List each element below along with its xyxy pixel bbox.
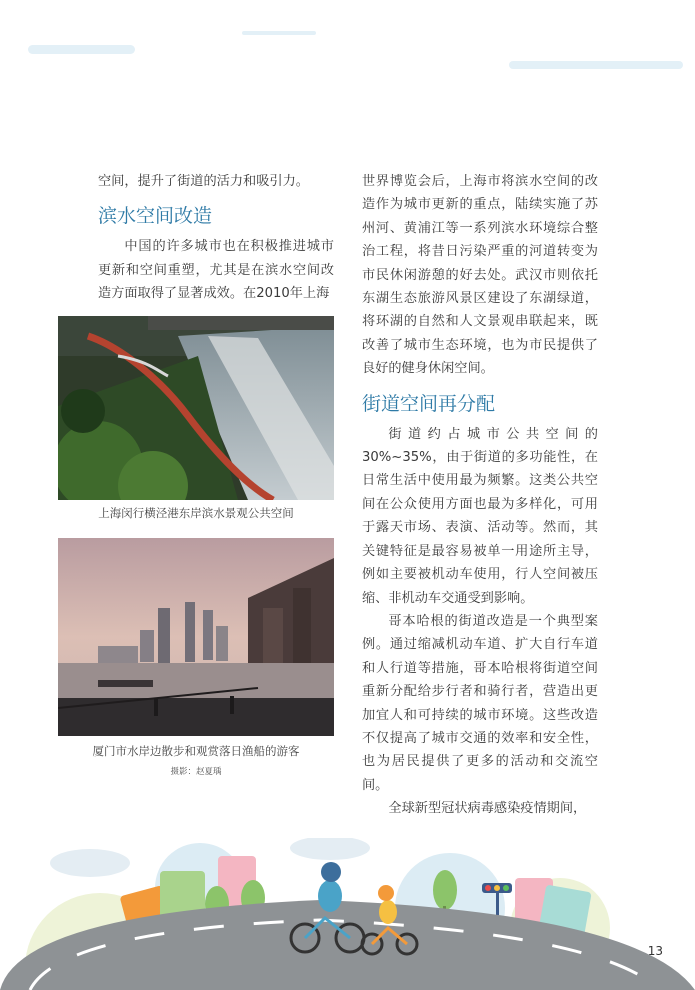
left-continuation-text: 空间，提升了街道的活力和吸引力。 [98, 174, 309, 189]
photo2-caption: 厦门市水岸边散步和观赏落日渔船的游客 [92, 744, 300, 758]
left-paragraph: 中国的许多城市也在积极推进城市更新和空间重塑，尤其是在滨水空间改造方面取得了显著成效。在2010年上海 [98, 239, 334, 302]
right-paragraph-3: 哥本哈根的街道改造是一个典型案例。通过缩减机动车道、扩大自行车道和人行道等措施，哥本哈根将街道空间重新分配给步行者和骑行者，营造出更加宜人和可持续的城市环境。这些改造不仅提高了城市交通的效率和安全性，也为居民提供了更多的活动和交流空间。 [362, 613, 598, 793]
left-column [98, 170, 334, 306]
cloud-icon [290, 838, 370, 860]
right-paragraph-2: 街道约占城市公共空间的30%~35%，由于街道的多功能性，在日常生活中使用最为频繁。这类公共空间在公众使用方面也最为多样化，可用于露天市场、表演、活动等。然而，其关键特征是最容易被单一用途所主导，例如主要被机动车使用，行人空间被压缩、非机动车交通受到影响。 [362, 426, 598, 606]
top-decoration-bar [28, 45, 135, 54]
footer-cycling-illustration [0, 838, 695, 990]
right-column [362, 170, 598, 821]
photo-shanghai-waterfront [58, 316, 334, 500]
cloud-icon [50, 849, 130, 877]
top-decoration-bar [509, 61, 683, 69]
tree-icon [433, 870, 457, 910]
top-decoration-bar [242, 31, 316, 35]
right-paragraph-1: 世界博览会后，上海市将滨水空间的改造作为城市更新的重点，陆续实施了苏州河、黄浦江等一系列滨水环境综合整治工程，将昔日污染严重的河道转变为市民休闲游憩的好去处。武汉市则依托东湖生态旅游风景区建设了东湖绿道，将环湖的自然和人文景观串联起来，既改善了城市生态环境，也为市民提供了良好的健身休闲空间。 [362, 174, 598, 377]
photo2-credit: 摄影：赵夏瑀 [170, 767, 222, 777]
section-heading-waterfront: 滨水空间改造 [98, 205, 213, 228]
section-heading-street-space: 街道空间再分配 [362, 392, 496, 415]
photo-xiamen-sunset [58, 538, 334, 736]
photo1-caption: 上海闵行横泾港东岸滨水景观公共空间 [98, 506, 294, 520]
page-number: 13 [647, 944, 663, 958]
right-paragraph-4: 全球新型冠状病毒感染疫情期间， [388, 801, 587, 817]
